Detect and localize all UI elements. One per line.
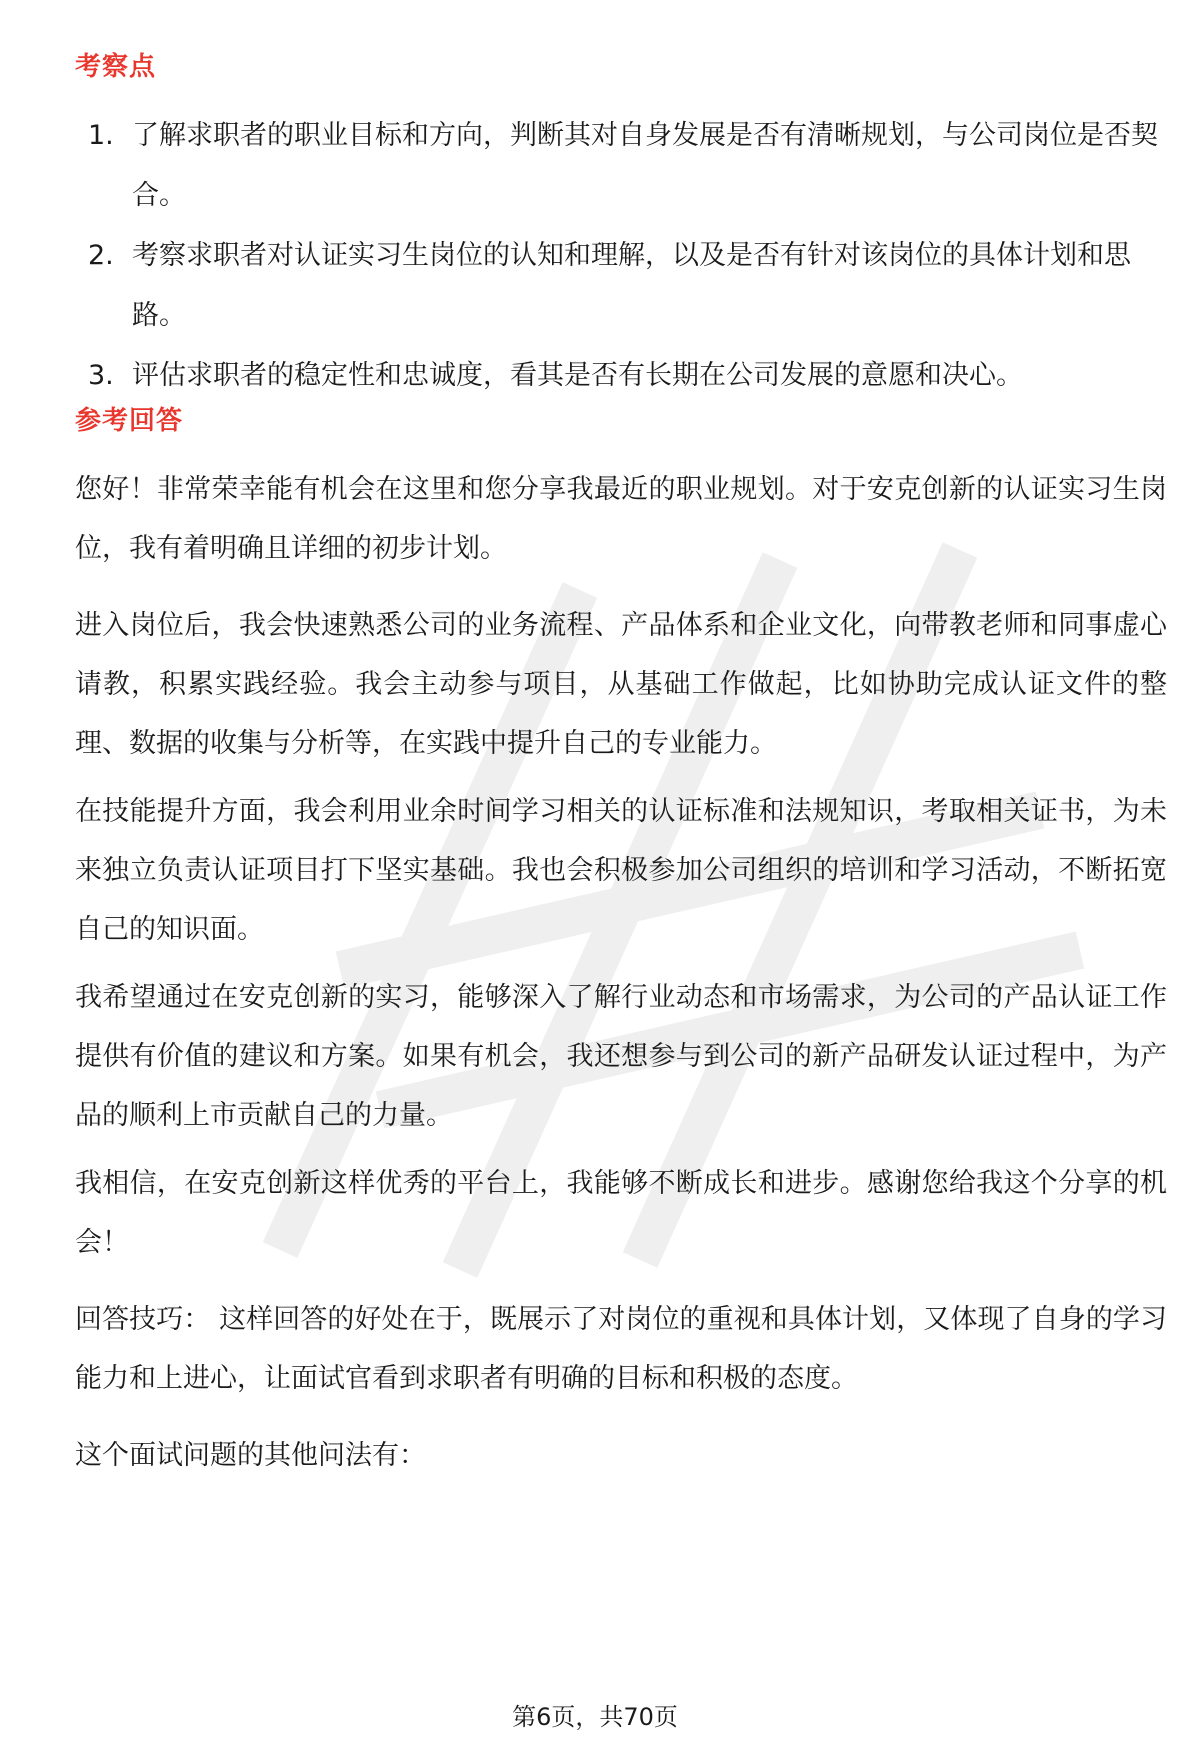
list-item (88, 346, 1168, 406)
list-item-number: 2. (88, 240, 114, 271)
answer-paragraph: 在技能提升方面，我会利用业余时间学习相关的认证标准和法规知识，考取相关证书，为未来独立负责认证项目打下坚实基础。我也会积极参加公司组织的培训和学习活动，不断拓宽自己的知识面。 (75, 796, 1167, 945)
page-number: 第6页，共70页 (512, 1703, 678, 1731)
list-item-text: 了解求职者的职业目标和方向，判断其对自身发展是否有清晰规划，与公司岗位是否契合。 (132, 120, 1158, 211)
answer-paragraph: 进入岗位后，我会快速熟悉公司的业务流程、产品体系和企业文化，向带教老师和同事虚心请教，积累实践经验。我会主动参与项目，从基础工作做起，比如协助完成认证文件的整理、数据的收集与分析等，在实践中提升自己的专业能力。 (75, 610, 1167, 759)
list-item-text: 评估求职者的稳定性和忠诚度，看其是否有长期在公司发展的意愿和决心。 (132, 360, 1023, 391)
answer-tip-paragraph: 回答技巧： 这样回答的好处在于，既展示了对岗位的重视和具体计划，又体现了自身的学习能力和上进心，让面试官看到求职者有明确的目标和积极的态度。 (75, 1304, 1167, 1394)
section-title-reference-answer: 参考回答 (75, 406, 184, 436)
answer-paragraph: 我希望通过在安克创新的实习，能够深入了解行业动态和市场需求，为公司的产品认证工作提供有价值的建议和方案。如果有机会，我还想参与到公司的新产品研发认证过程中，为产品的顺利上市贡献自己的力量。 (75, 982, 1167, 1131)
list-item-number: 3. (88, 360, 114, 391)
list-item-number: 1. (88, 120, 114, 151)
list-item (88, 106, 1168, 226)
section-title-focus: 考察点 (75, 52, 157, 82)
list-item (88, 226, 1168, 346)
answer-paragraph: 我相信，在安克创新这样优秀的平台上，我能够不断成长和进步。感谢您给我这个分享的机会！ (75, 1168, 1167, 1258)
list-item-text: 考察求职者对认证实习生岗位的认知和理解，以及是否有针对该岗位的具体计划和思路。 (132, 240, 1131, 331)
other-phrasings-intro: 这个面试问题的其他问法有： (75, 1440, 426, 1471)
focus-list (88, 106, 1168, 406)
answer-paragraph: 您好！非常荣幸能有机会在这里和您分享我最近的职业规划。对于安克创新的认证实习生岗位，我有着明确且详细的初步计划。 (75, 474, 1167, 564)
